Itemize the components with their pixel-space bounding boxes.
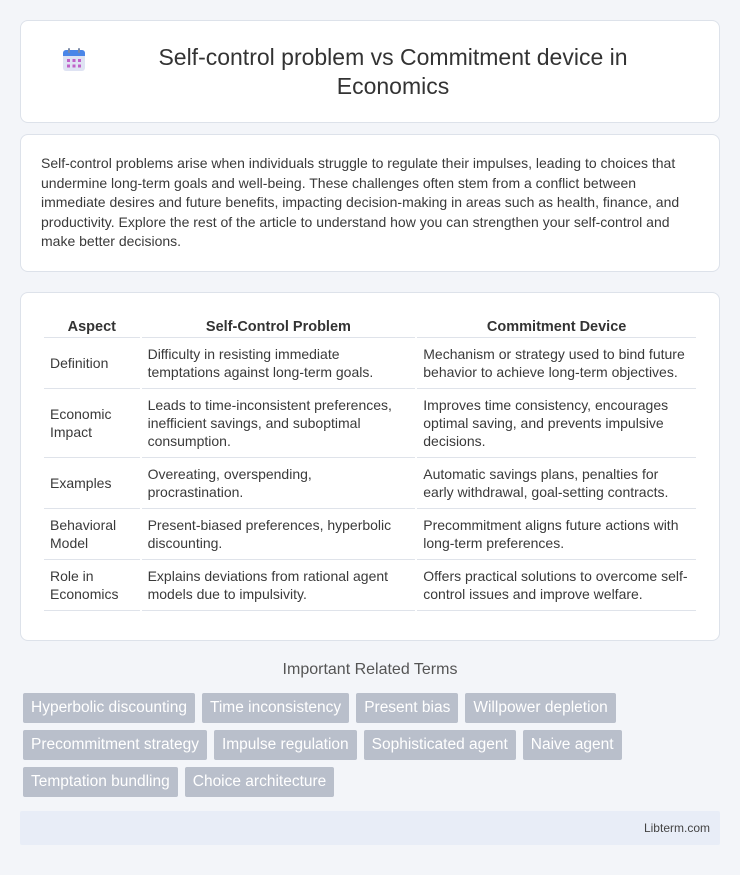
row-aspect: Examples xyxy=(44,458,140,509)
title-wrap xyxy=(21,43,719,101)
related-term-tag[interactable]: Time inconsistency xyxy=(202,693,349,723)
row-commitment-cell: Automatic savings plans, penalties for early withdrawal, goal-setting contracts. xyxy=(417,458,696,509)
title-card xyxy=(20,20,720,123)
related-terms-title: Important Related Terms xyxy=(282,661,458,678)
related-terms-list xyxy=(23,693,723,804)
related-term-tag[interactable]: Precommitment strategy xyxy=(23,730,207,760)
row-self-control-cell: Present-biased preferences, hyperbolic discounting. xyxy=(142,509,416,560)
related-term-tag[interactable]: Willpower depletion xyxy=(465,693,615,723)
row-self-control-cell: Leads to time-inconsistent preferences, inefficient savings, and suboptimal consumption. xyxy=(142,389,416,458)
row-aspect: Definition xyxy=(44,338,140,389)
row-commitment-cell: Improves time consistency, encourages optimal saving, and prevents impulsive decisions. xyxy=(417,389,696,458)
footer-site-link[interactable]: Libterm.com xyxy=(643,821,710,835)
table-row xyxy=(44,458,696,509)
header-commitment-device: Commitment Device xyxy=(417,315,696,338)
related-term-tag[interactable]: Sophisticated agent xyxy=(364,730,516,760)
header-self-control-problem: Self-Control Problem xyxy=(142,315,416,338)
related-term-tag[interactable]: Choice architecture xyxy=(185,767,335,797)
table-row xyxy=(44,338,696,389)
table-row xyxy=(44,509,696,560)
row-self-control-cell: Explains deviations from rational agent models due to impulsivity. xyxy=(142,560,416,611)
comparison-card xyxy=(20,292,720,641)
related-term-tag[interactable]: Present bias xyxy=(356,693,458,723)
comparison-table xyxy=(42,315,698,611)
row-self-control-cell: Difficulty in resisting immediate temptations against long-term goals. xyxy=(142,338,416,389)
row-self-control-cell: Overeating, overspending, procrastination. xyxy=(142,458,416,509)
row-commitment-cell: Mechanism or strategy used to bind future behavior to achieve long-term objectives. xyxy=(417,338,696,389)
header-aspect: Aspect xyxy=(44,315,140,338)
row-aspect: Role in Economics xyxy=(44,560,140,611)
related-term-tag[interactable]: Impulse regulation xyxy=(214,730,357,760)
row-commitment-cell: Offers practical solutions to overcome self-control issues and improve welfare. xyxy=(417,560,696,611)
footer xyxy=(20,811,720,845)
intro-card xyxy=(20,134,720,272)
intro-paragraph: Self-control problems arise when individuals struggle to regulate their impulses, leading to choices that undermine long-term goals and well-being. These challenges often stem from a conflict between immediate desires and future benefits, impacting decision-making in areas such as health, finance, and productivity. Explore the rest of the article to understand how you can strengthen your self-control and make better decisions. xyxy=(41,155,680,250)
related-term-tag[interactable]: Temptation bundling xyxy=(23,767,178,797)
row-commitment-cell: Precommitment aligns future actions with long-term preferences. xyxy=(417,509,696,560)
page-title: Self-control problem vs Commitment device in Economics xyxy=(158,43,628,99)
table-header-row xyxy=(44,315,696,338)
table-row xyxy=(44,560,696,611)
related-term-tag[interactable]: Naive agent xyxy=(523,730,622,760)
row-aspect: Economic Impact xyxy=(44,389,140,458)
row-aspect: Behavioral Model xyxy=(44,509,140,560)
related-term-tag[interactable]: Hyperbolic discounting xyxy=(23,693,195,723)
table-row xyxy=(44,389,696,458)
calendar-icon xyxy=(61,47,87,73)
